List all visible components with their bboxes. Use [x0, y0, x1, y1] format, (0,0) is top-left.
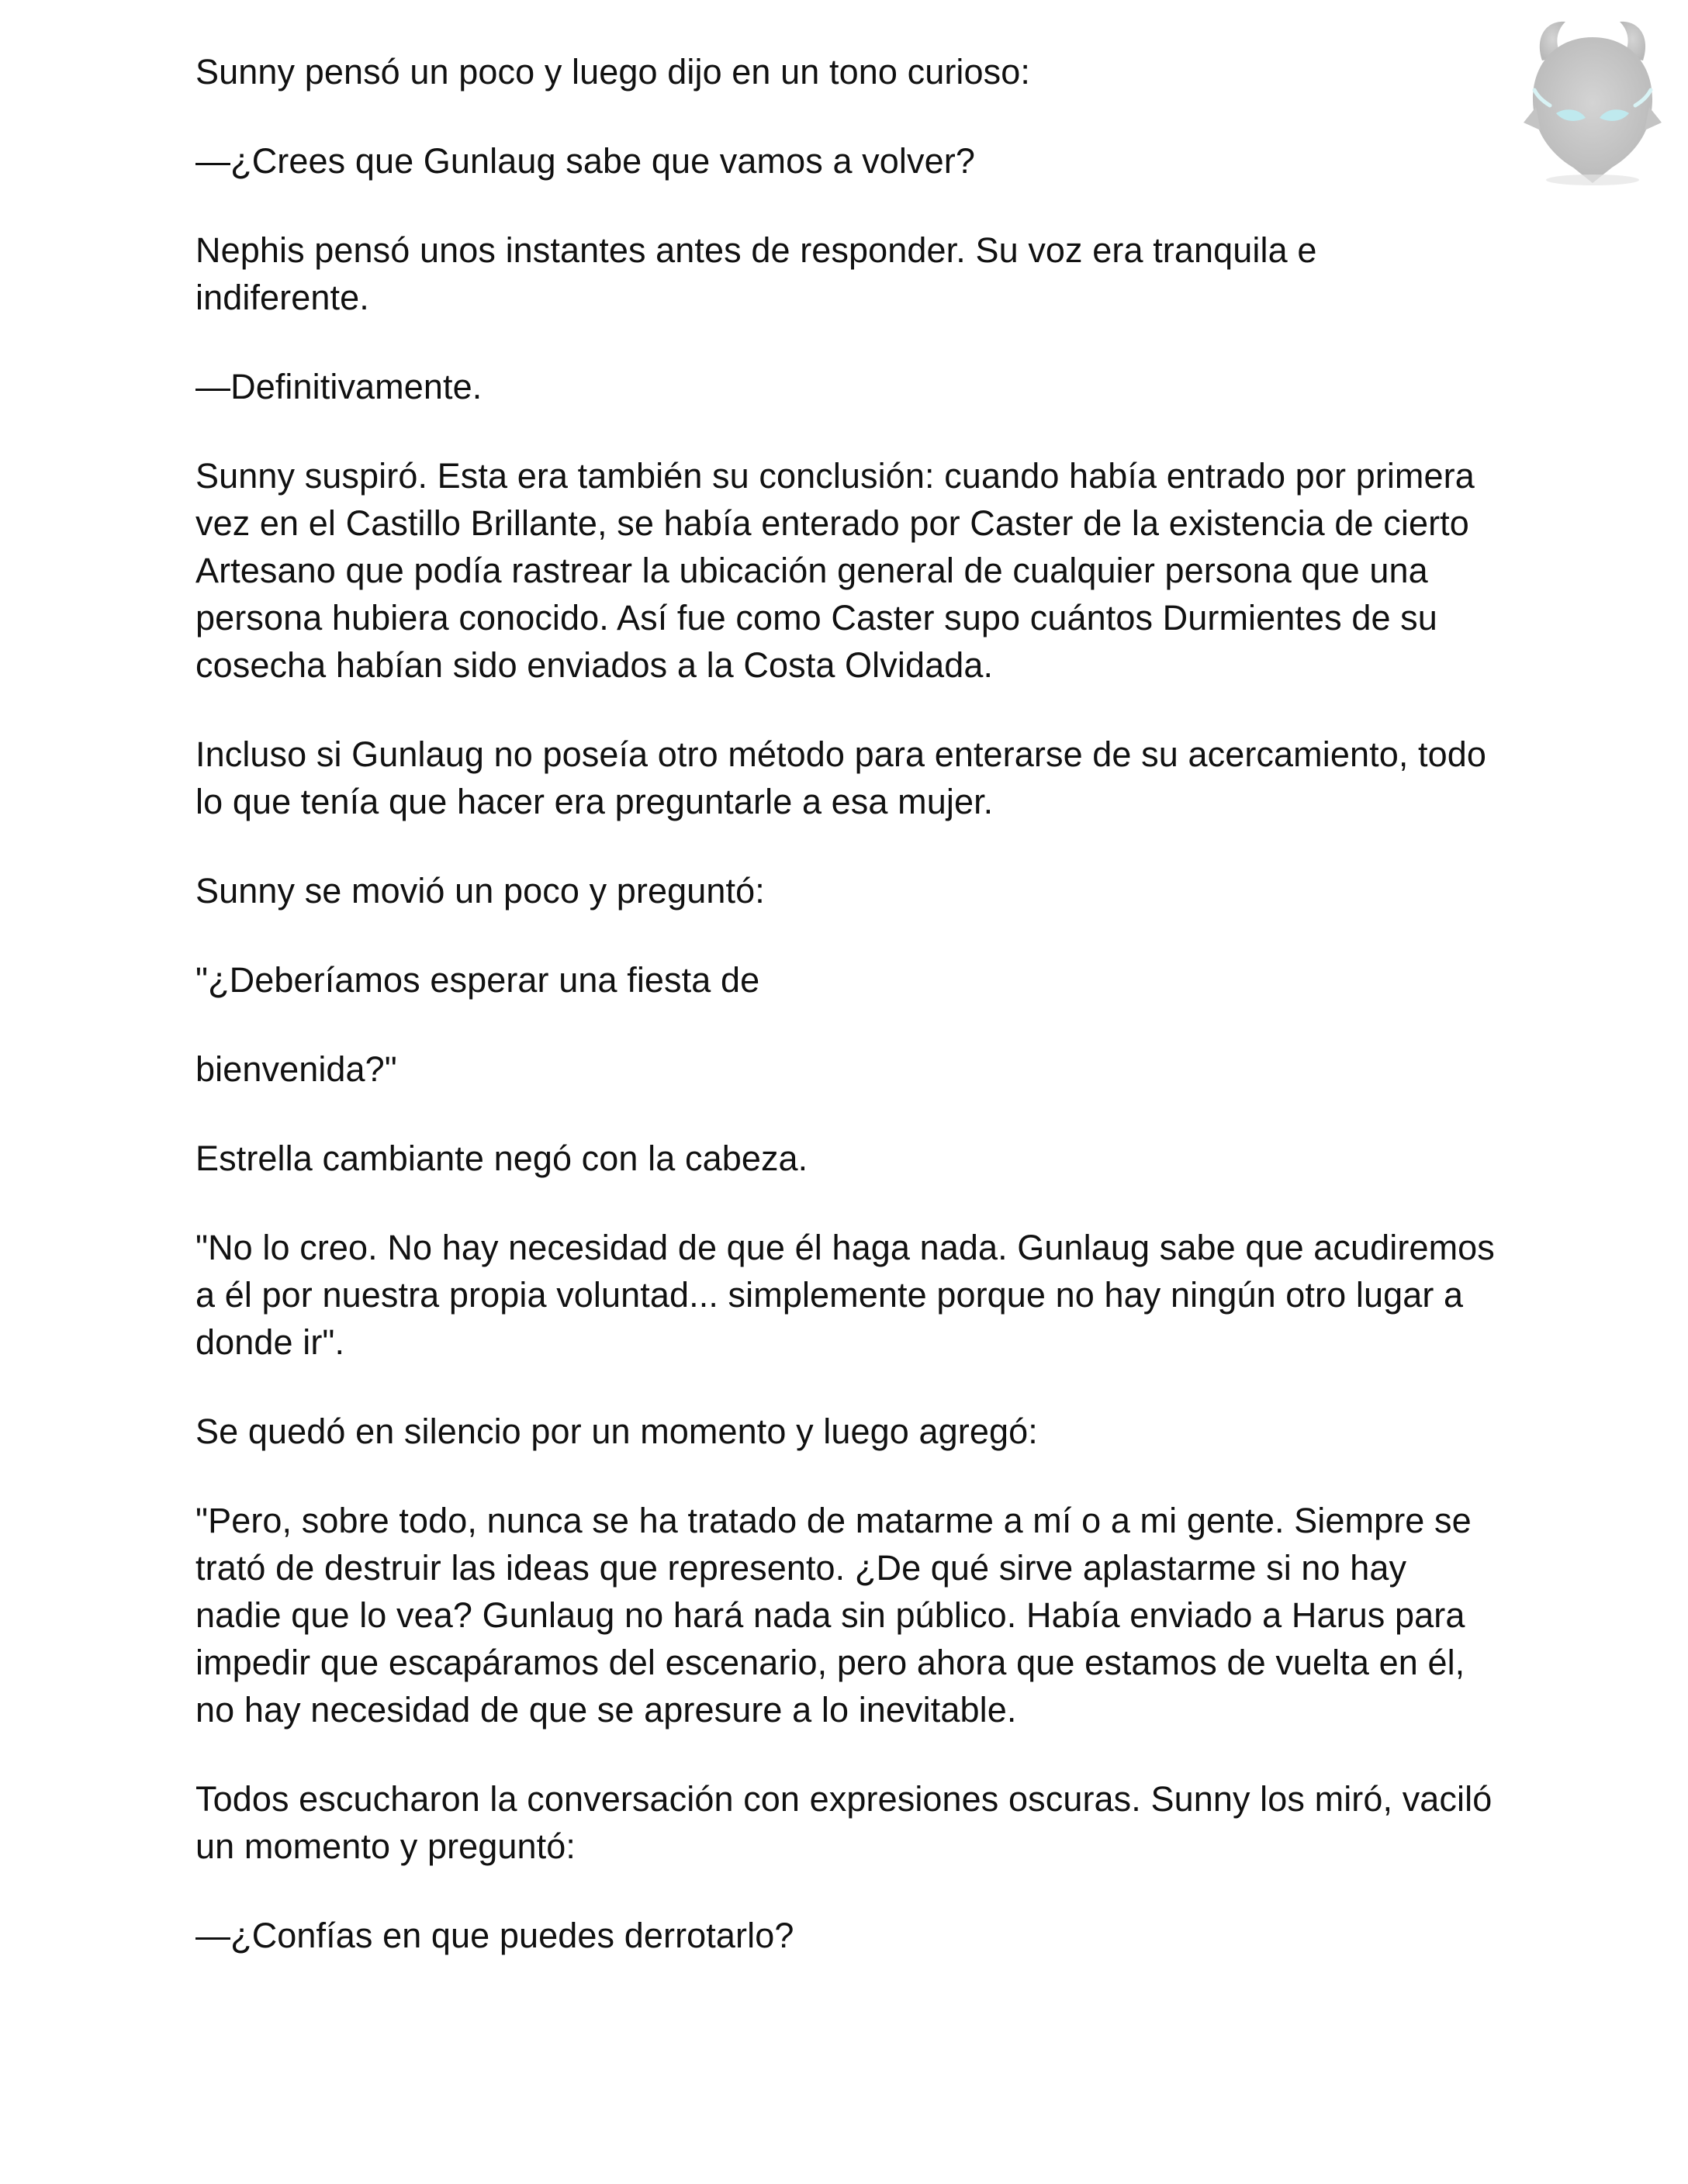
logo-shadow	[1546, 175, 1639, 185]
paragraph: Estrella cambiante negó con la cabeza.	[195, 1139, 808, 1178]
paragraph: "¿Deberíamos esperar una fiesta de	[195, 960, 760, 1000]
paragraph: —¿Crees que Gunlaug sabe que vamos a volver?	[195, 141, 975, 181]
head-shape	[1533, 37, 1652, 183]
paragraph: Sunny pensó un poco y luego dijo en un tono curioso:	[195, 52, 1030, 92]
paragraph: Todos escucharon la conversación con expresiones oscuras. Sunny los miró, vaciló un momento y preguntó:	[195, 1779, 1493, 1866]
paragraph: Nephis pensó unos instantes antes de responder. Su voz era tranquila e indiferente.	[195, 230, 1317, 317]
paragraph: "No lo creo. No hay necesidad de que él haga nada. Gunlaug sabe que acudiremos a él por nuestra propia voluntad... simplemente porque no hay ningún otro lugar a donde ir".	[195, 1228, 1495, 1362]
paragraph: Sunny se movió un poco y preguntó:	[195, 871, 765, 911]
demon-head-logo-icon	[1519, 14, 1666, 188]
paragraph: Incluso si Gunlaug no poseía otro método para enterarse de su acercamiento, todo lo que tenía que hacer era preguntarle a esa mujer.	[195, 734, 1487, 821]
paragraph: —Definitivamente.	[195, 367, 483, 406]
paragraph: —¿Confías en que puedes derrotarlo?	[195, 1916, 794, 1955]
paragraph: "Pero, sobre todo, nunca se ha tratado de matarme a mí o a mi gente. Siempre se trató de destruir las ideas que represento. ¿De qué sirve aplastarme si no hay nadie que lo vea? Gunlaug no hará nada sin público. Había enviado a Harus para impedir que escapáramos del escenario, pero ahora que estamos de vuelta en él, no hay necesidad de que se apresure a lo inevitable.	[195, 1501, 1472, 1730]
paragraph: bienvenida?"	[195, 1049, 397, 1089]
paragraph: Se quedó en silencio por un momento y luego agregó:	[195, 1412, 1038, 1451]
paragraph: Sunny suspiró. Esta era también su conclusión: cuando había entrado por primera vez en el Castillo Brillante, se había enterado por Caster de la existencia de cierto Artesano que podía rastrear la ubicación general de cualquier persona que una persona hubiera conocido. Así fue como Caster supo cuántos Durmientes de su cosecha habían sido enviados a la Costa Olvidada.	[195, 456, 1475, 685]
document-body	[195, 48, 1499, 2001]
